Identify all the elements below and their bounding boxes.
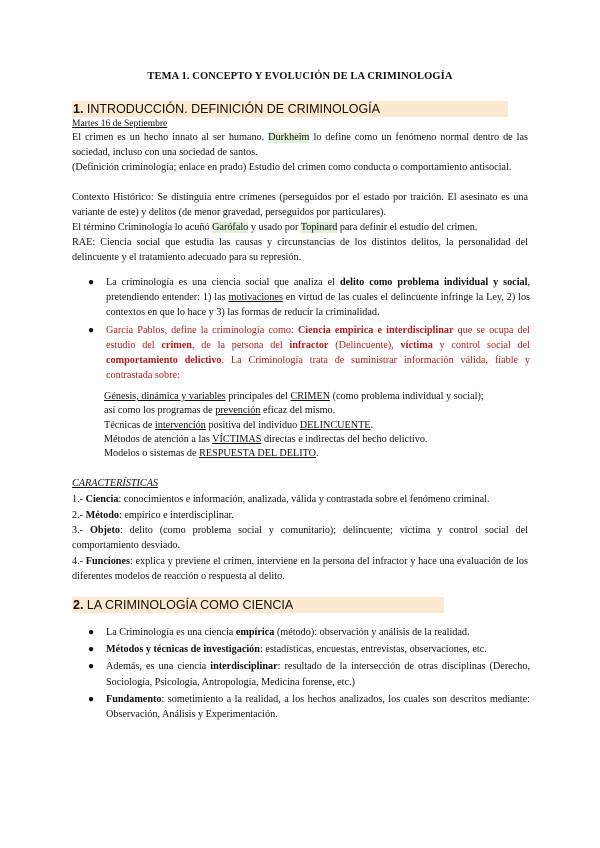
b2-text-c: que se ocupa del estudio del (106, 324, 530, 351)
topic-4-text-b: directas e indirectas del hecho delictivo. (261, 433, 428, 445)
topic-1-text-a: principales del (225, 391, 291, 402)
characteristic-text: : delito (como problema social y comunitario); delincuente; víctima y control social del comportamiento desviado. (72, 525, 528, 551)
s2-bold: interdisciplinar (210, 661, 278, 673)
topics-sublist (104, 390, 530, 461)
b2-bold-5: comportamiento delictivo (106, 355, 222, 367)
s2-bold: empírica (235, 627, 275, 638)
characteristic-key: Objeto (89, 525, 120, 536)
b2-bold-2: crimen (161, 339, 192, 351)
b2-bold-3: infractor (289, 339, 329, 351)
topic-3-underlined: intervención (154, 419, 206, 431)
list-item (72, 692, 530, 722)
p4-text-b: y usado por (248, 222, 301, 233)
topic-line-5 (104, 447, 530, 461)
section-2-heading (72, 597, 444, 613)
b2-text-d: , de la persona del (191, 339, 290, 351)
characteristic-number: 2.- (72, 509, 86, 521)
topic-5-text-b: . (315, 448, 319, 460)
characteristic-text: : explica y previene el crimen, interviene en la persona del infractor y hace una evaluación de los diferentes modelos de reacción o respuesta al delito. (72, 555, 528, 582)
s2-text-c: (método): observación y análisis de la realidad. (274, 627, 470, 638)
characteristic-text: : conocimientos e información, analizada, válida y contrastada sobre el fenómeno criminal. (118, 494, 490, 505)
topic-4-text-a: Métodos de atención a las (104, 433, 213, 445)
topic-5-text-a: Modelos o sistemas de (104, 448, 200, 460)
topic-1-text-b: (como problema individual y social); (330, 391, 484, 402)
bullet-icon: ● (88, 661, 95, 673)
section-2-number: 2. (73, 598, 84, 612)
s2-text-c: : resultado de la intersección de otras disciplinas (Derecho, Sociología, Psicología, Antropología, Medicina forense, etc.) (106, 661, 531, 688)
intro-paragraph-5: RAE: Ciencia social que estudia las causas y circunstancias de los distintos delitos, la personalidad del delincuente y el tratamiento adecuado para su represión. (72, 237, 528, 263)
b2-bold-1: Ciencia empírica e interdisciplinar (297, 324, 454, 336)
document-title: TEMA 1. CONCEPTO Y EVOLUCIÓN DE LA CRIMINOLOGÍA (147, 71, 453, 82)
bullet-icon: ● (88, 324, 95, 336)
p4-text-a: El término Criminología lo acuñó (72, 222, 213, 233)
section-1-number: 1. (73, 102, 84, 116)
p4-highlight-garofalo: Garófalo (212, 222, 249, 233)
topic-3-text-c: . (370, 419, 374, 431)
bullet-icon: ● (88, 693, 95, 705)
section-1-heading-text: INTRODUCCIÓN. DEFINICIÓN DE CRIMINOLOGÍA (83, 102, 380, 116)
topic-line-3 (104, 419, 530, 433)
b1-underlined: motivaciones (228, 292, 283, 304)
topic-5-underlined: RESPUESTA DEL DELITO (199, 448, 316, 460)
list-item (72, 625, 530, 640)
topic-3-underlined-2: DELINCUENTE (299, 419, 371, 431)
characteristic-number: 3.- (72, 525, 90, 536)
b1-text-c: , pretendiendo entender: 1) las (106, 277, 530, 304)
b1-text-d: en virtud de las cuales el delincuente infringe la Ley, 2) los contextos en que lo hace y 3) las formas de reducir la criminalidad. (106, 292, 530, 319)
section-1-heading (72, 101, 508, 117)
characteristic-text: : empírico e interdisciplinar. (118, 509, 234, 521)
section-2-heading-text: LA CRIMINOLOGÍA COMO CIENCIA (83, 598, 294, 612)
bullet-icon: ● (88, 644, 95, 656)
topic-2-text-a: así como los programas de (104, 405, 216, 417)
topic-1-underlined: Génesis, dinámica y variables (104, 391, 226, 402)
b2-text-a: García Pablos, define la criminología como: (106, 324, 298, 336)
b2-bold-4: víctima (400, 339, 433, 351)
characteristic-number: 4.- (72, 555, 86, 567)
s2-text-a: Además, es una ciencia (106, 661, 211, 673)
topic-line-1 (104, 390, 530, 404)
characteristic-key: Funciones (85, 555, 130, 567)
list-item (72, 659, 530, 689)
characteristics-heading: CARACTERÍSTICAS (72, 478, 159, 489)
topic-line-2 (104, 404, 530, 418)
b2-text-f: y control social del (432, 339, 530, 351)
topic-3-text-a: Técnicas de (104, 419, 155, 431)
characteristic-item (72, 554, 528, 584)
s2-text-a: La Criminología es una ciencia (106, 627, 236, 638)
s2-text-c: : sometimiento a la realidad, a los hechos analizados, los cuales son descritos mediante: Observación, Análisis y Experimentación. (106, 693, 530, 721)
bullet-icon: ● (88, 277, 95, 288)
s2-bold: Fundamento (106, 693, 162, 705)
definition-bullet-list (72, 275, 530, 385)
b2-text-g: . La Criminología trata de suministrar información válida, fiable y contrastada sobre: (106, 355, 531, 382)
topic-3-text-b: positiva del individuo (205, 419, 300, 431)
lecture-date: Martes 16 de Septiembre (72, 119, 168, 129)
p4-highlight-topinard: Topinard (300, 222, 338, 233)
intro-paragraph-2: (Definición criminología; enlace en prado) Estudio del crimen como conducta o comportamiento antisocial. (72, 162, 512, 173)
characteristic-item (72, 508, 528, 523)
b1-text-a: La criminología es una ciencia social que analiza el (106, 277, 340, 288)
list-item (72, 275, 530, 321)
science-bullet-list (72, 625, 530, 724)
topic-1-underlined-2: CRIMEN (290, 391, 331, 402)
s2-text-c: : estadísticas, encuestas, entrevistas, observaciones, etc. (259, 644, 487, 656)
p1-text-a: El crimen es un hecho innato al ser humano. (72, 132, 269, 143)
b2-text-e: (Delincuente), (328, 339, 401, 351)
topic-4-underlined: VÍCTIMAS (212, 433, 262, 445)
topic-2-underlined: prevención (215, 405, 261, 417)
intro-paragraph-3: Contexto Histórico: Se distinguía entre crímenes (perseguidos por el estado por traición. El asesinato es una variante de este) y delitos (de menor gravedad, perseguidos por particulares). (72, 192, 528, 218)
characteristic-item (72, 492, 528, 507)
characteristic-key: Ciencia (85, 494, 119, 505)
intro-paragraph-4 (72, 220, 528, 235)
p1-highlight-durkheim: Durkheim (268, 132, 310, 143)
p4-text-c: para definir el estudio del crimen. (337, 222, 478, 233)
s2-bold: Métodos y técnicas de investigación (106, 644, 260, 656)
characteristic-item (72, 523, 528, 553)
characteristics-list (72, 492, 528, 584)
characteristic-number: 1.- (72, 494, 86, 505)
list-item (72, 642, 530, 657)
list-item (72, 323, 530, 384)
intro-paragraph-1 (72, 130, 528, 160)
bullet-icon: ● (88, 627, 95, 638)
p1-text-b: lo define como un fenómeno normal dentro de las sociedad, incluso con una sociedad de santos. (72, 132, 528, 158)
characteristic-key: Método (85, 509, 119, 521)
b1-bold: delito como problema individual y social (339, 277, 528, 288)
topic-2-text-b: eficaz del mismo. (260, 405, 336, 417)
topic-line-4 (104, 433, 530, 447)
